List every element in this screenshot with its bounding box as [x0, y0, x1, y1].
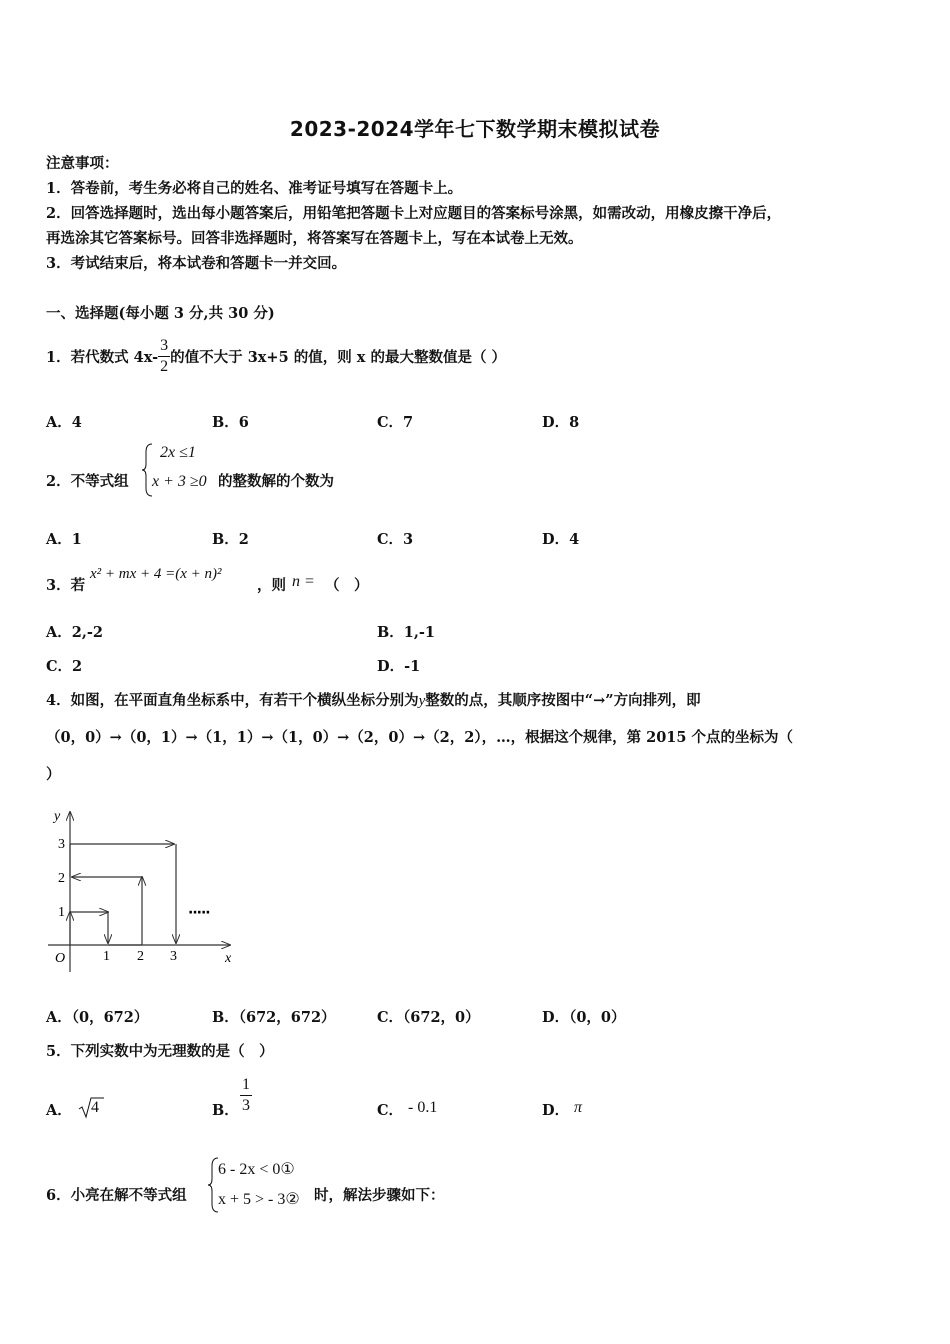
section-heading: 一、选择题(每小题 3 分,共 30 分) — [46, 305, 275, 322]
q4-line-2: （0，0）→（0，1）→（1，1）→（1，0）→（2，0）→（2，2），…，根据这个规律，第 2015 个点的坐标为（ — [46, 729, 794, 746]
q5-option-c-value[interactable]: - 0.1 — [408, 1099, 438, 1116]
q1-fraction — [158, 336, 170, 377]
q5-option-b-num: 1 — [240, 1075, 252, 1096]
q4-line-1a: 4．如图，在平面直角坐标系中，有若干个横纵坐标分别为 — [46, 692, 419, 709]
q2-option-a[interactable]: A．1 — [46, 531, 82, 548]
q3-option-c[interactable]: C．2 — [46, 658, 83, 675]
page-title: 2023-2024学年七下数学期末模拟试卷 — [289, 117, 661, 141]
q3-expression: x² + mx + 4 =(x + n)² — [90, 566, 222, 582]
q6-system — [206, 1156, 326, 1214]
y-tick-2: 2 — [58, 871, 65, 886]
q6-line-1: 6 - 2x < 0① — [218, 1161, 295, 1178]
q4-line-1-var: y — [418, 693, 426, 709]
q2-option-c[interactable]: C．3 — [377, 531, 414, 548]
q5-option-b[interactable] — [240, 1075, 252, 1116]
x-tick-2: 2 — [137, 949, 144, 964]
q3-prefix: 3．若 — [46, 577, 86, 594]
q4-option-d[interactable]: D．（0，0） — [542, 1009, 626, 1026]
x-tick-3: 3 — [170, 949, 177, 964]
q1-option-c[interactable]: C．7 — [377, 414, 414, 431]
q2-suffix: 的整数解的个数为 — [218, 473, 334, 490]
q5-option-b-label[interactable]: B． — [212, 1102, 239, 1119]
q3-suffix: （ ） — [325, 577, 369, 594]
y-axis-label: y — [54, 809, 61, 824]
notice-item-1: 1．答卷前，考生务必将自己的姓名、准考证号填写在答题卡上。 — [46, 180, 463, 197]
q3-mid: ，则 — [257, 577, 286, 594]
q3-option-a[interactable]: A．2,-2 — [46, 624, 103, 641]
q5-option-b-fraction — [240, 1075, 252, 1116]
q4-line-3: ） — [46, 766, 61, 783]
q5-option-d-label[interactable]: D． — [542, 1102, 570, 1119]
x-tick-1: 1 — [103, 949, 110, 964]
q5-option-c-label[interactable]: C． — [377, 1102, 404, 1119]
q3-variable: n = — [292, 573, 315, 590]
q2-option-b[interactable]: B．2 — [212, 531, 249, 548]
q6-line-2: x + 5 > - 3② — [218, 1191, 300, 1208]
q4-option-a[interactable]: A．（0，672） — [46, 1009, 149, 1026]
q2-prefix: 2．不等式组 — [46, 473, 129, 490]
origin-label: O — [55, 951, 66, 966]
notice-heading: 注意事项： — [46, 155, 119, 172]
q2-option-d[interactable]: D．4 — [542, 531, 580, 548]
notice-item-2b: 再选涂其它答案标号。回答非选择题时，将答案写在答题卡上，写在本试卷上无效。 — [46, 230, 583, 247]
q2-line-2: x + 3 ≥0 — [152, 473, 207, 490]
q6-suffix: 时，解法步骤如下： — [314, 1187, 445, 1204]
question-1 — [46, 326, 506, 386]
q5-option-a-value: 4 — [91, 1099, 99, 1116]
q1-prefix: 1．若代数式 4x- — [46, 348, 159, 366]
q5-stem: 5．下列实数中为无理数的是（ ） — [46, 1043, 274, 1060]
notice-item-2a: 2．回答选择题时，选出每小题答案后，用铅笔把答题卡上对应题目的答案标号涂黑，如需改动，用橡皮擦干净后， — [46, 205, 782, 222]
q2-system — [140, 442, 220, 498]
q5-option-d-value[interactable]: π — [574, 1099, 583, 1116]
q3-option-d[interactable]: D．-1 — [377, 658, 421, 675]
q1-option-b[interactable]: B．6 — [212, 414, 249, 431]
q1-suffix: 的值不大于 3x+5 的值，则 x 的最大整数值是（ ） — [170, 348, 506, 366]
y-tick-3: 3 — [58, 837, 65, 852]
q4-figure — [40, 800, 250, 975]
q1-frac-den: 2 — [160, 357, 169, 375]
q1-frac-num: 3 — [158, 336, 170, 357]
q4-option-c[interactable]: C．（672，0） — [377, 1009, 480, 1026]
q6-prefix: 6．小亮在解不等式组 — [46, 1187, 187, 1204]
notice-item-3: 3．考试结束后，将本试卷和答题卡一并交回。 — [46, 255, 347, 272]
q4-option-b[interactable]: B．（672，672） — [212, 1009, 336, 1026]
continuation-dots: ····· — [188, 905, 210, 921]
q2-line-1: 2x ≤1 — [160, 444, 196, 461]
q4-line-1 — [46, 689, 701, 710]
q5-option-b-den: 3 — [242, 1097, 250, 1114]
q3-option-b[interactable]: B．1,-1 — [377, 624, 435, 641]
q5-option-a-label[interactable]: A． — [46, 1102, 72, 1119]
y-tick-1: 1 — [58, 905, 65, 920]
q4-line-1b: 整数的点，其顺序按图中“→”方向排列，即 — [425, 692, 701, 709]
x-axis-label: x — [225, 951, 232, 966]
q1-option-a[interactable]: A．4 — [46, 414, 82, 431]
q1-option-d[interactable]: D．8 — [542, 414, 580, 431]
